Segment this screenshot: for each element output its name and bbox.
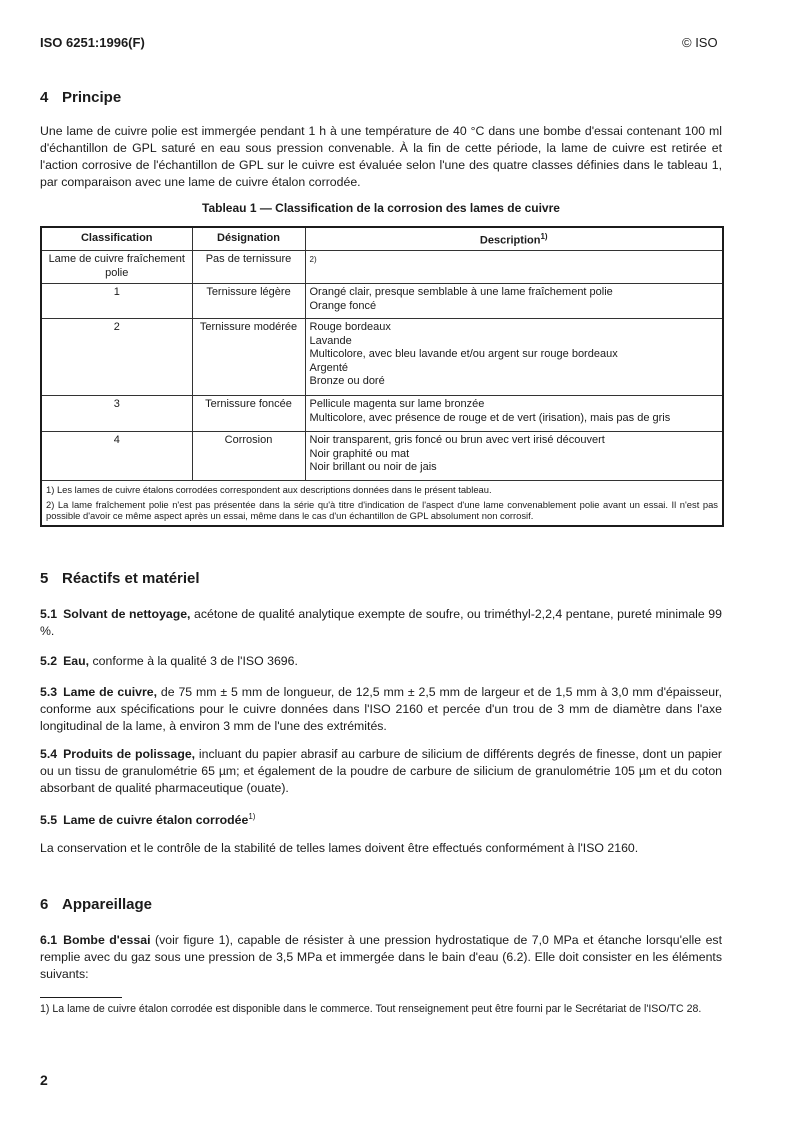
footnote-separator — [40, 997, 122, 998]
clause-text: conforme à la qualité 3 de l'ISO 3696. — [92, 654, 298, 668]
designation-cell: Ternissure légère — [192, 284, 305, 319]
clause-5-2 — [40, 653, 722, 670]
description-line: Rouge bordeaux — [309, 321, 391, 334]
designation-cell: Ternissure modérée — [192, 319, 305, 396]
clause-5-3 — [40, 684, 722, 735]
table-caption: Tableau 1 — Classification de la corrosion des lames de cuivre — [202, 201, 560, 215]
footnote-ref: 1) — [248, 812, 256, 821]
clause-term: Lame de cuivre, — [63, 685, 157, 699]
clause-term: Lame de cuivre étalon corrodée — [63, 813, 249, 828]
clause-5-5-heading — [40, 808, 722, 829]
designation-cell: Ternissure foncée — [192, 396, 305, 432]
table-note-2: 2) La lame fraîchement polie n'est pas présentée dans la série qu'à titre d'indication de l'aspect d'une lame convenablement polie avant un essai. Il n'est pas possible d'avoir ce même aspect après un essai, même dans le cas d'un échantillon de GPL absolument non corrosif. — [46, 498, 718, 522]
column-header-description — [305, 227, 723, 251]
description-line: Noir graphité ou mat — [309, 447, 410, 460]
table-notes — [41, 481, 723, 526]
document-reference: ISO 6251:1996(F) — [40, 35, 145, 50]
table-row — [41, 251, 723, 284]
column-header-classification: Classification — [41, 227, 192, 251]
description-cell — [305, 319, 723, 396]
section-number: 4 — [40, 89, 49, 106]
page-number: 2 — [40, 1072, 48, 1088]
clause-text: de 75 mm ± 5 mm de longueur, de 12,5 mm ± 2,5 mm de largeur et de 1,5 mm à 3,0 mm d'épaisseur, conforme aux spécifications pour le cuivre données dans l'ISO 2160 et percée d'un trou de 3 mm de diamètre dans l'axe longitudinal de la lame, à environ 3 mm de l'une des extrémités. — [40, 685, 722, 733]
clause-term: Bombe d'essai — [63, 933, 151, 947]
clause-number: 5.5 — [40, 813, 58, 828]
description-line: Bronze ou doré — [309, 375, 385, 388]
clause-number: 5.1 — [40, 607, 58, 621]
classification-cell: 3 — [41, 396, 192, 432]
section-5-heading — [40, 570, 200, 587]
header-footnote-ref: 1) — [540, 232, 548, 241]
corrosion-table — [40, 226, 724, 527]
description-header-label: Description — [479, 234, 541, 247]
section-title: Réactifs et matériel — [62, 570, 200, 587]
copyright-mark: © ISO — [682, 35, 718, 50]
designation-cell: Corrosion — [192, 432, 305, 481]
section-6-heading — [40, 896, 152, 913]
clause-number: 5.4 — [40, 747, 58, 761]
description-line: Pellicule magenta sur lame bronzée — [309, 398, 485, 411]
section-title: Principe — [62, 89, 122, 106]
table-row — [41, 432, 723, 481]
table-notes-row — [41, 481, 723, 526]
section-4-paragraph: Une lame de cuivre polie est immergée pendant 1 h à une température de 40 °C dans une bombe d'essai contenant 100 ml d'échantillon de GPL saturé en eau sous pression convenable. À la fin de cette période, la lame de cuivre est retirée et l'action corrosive de l'échantillon de GPL sur le cuivre est évaluée selon l'une des quatre classes définies dans le tableau 1, par comparaison avec une lame de cuivre étalon corrodée. — [40, 124, 722, 189]
section-number: 5 — [40, 570, 49, 587]
clause-5-1 — [40, 606, 722, 640]
clause-5-5-text: La conservation et le contrôle de la stabilité de telles lames doivent être effectués conformément à l'ISO 2160. — [40, 841, 639, 855]
description-line: Multicolore, avec présence de rouge et de vert (irisation), mais pas de gris — [309, 411, 671, 424]
clause-text: acétone de qualité analytique exempte de soufre, ou triméthyl-2,2,4 pentane, pureté minimale 99 %. — [40, 607, 722, 638]
classification-cell: 1 — [41, 284, 192, 319]
table-row — [41, 284, 723, 319]
table-row — [41, 396, 723, 432]
clause-term: Eau, — [63, 654, 90, 668]
description-line: Noir transparent, gris foncé ou brun avec vert irisé découvert — [309, 434, 605, 447]
clause-text: (voir figure 1), capable de résister à une pression hydrostatique de 7,0 MPa et étanche lorsqu'elle est remplie avec du gaz sous une pression de 3,5 MPa et immergée dans le bain d'eau (6.2). Elle doit consister en les éléments suivants: — [40, 933, 722, 981]
clause-number: 5.2 — [40, 654, 58, 668]
description-line: Multicolore, avec bleu lavande et/ou argent sur rouge bordeaux — [309, 348, 618, 361]
classification-cell: 4 — [41, 432, 192, 481]
table-note-1: 1) Les lames de cuivre étalons corrodées correspondent aux descriptions données dans le présent tableau. — [46, 484, 492, 496]
description-line: Orangé clair, presque semblable à une lame fraîchement polie — [309, 286, 613, 299]
section-4-heading — [40, 89, 121, 106]
clause-text: incluant du papier abrasif au carbure de silicium de différents degrés de finesse, dont un papier ou un tissu de granulométrie 65 µm; et également de la poudre de carbure de silicium de granulométrie 105 µm et du coton absorbant de qualité pharmaceutique (ouate). — [40, 747, 722, 795]
description-cell — [305, 284, 723, 319]
clause-6-1 — [40, 932, 722, 983]
footnote: 1) La lame de cuivre étalon corrodée est disponible dans le commerce. Tout renseignement peut être fourni par le Secrétariat de l'ISO/TC 28. — [40, 1003, 702, 1015]
clause-term: Produits de polissage, — [63, 747, 196, 761]
description-line: Argenté — [309, 361, 349, 374]
table-row — [41, 319, 723, 396]
description-line: 2) — [309, 255, 317, 265]
clause-term: Solvant de nettoyage, — [63, 607, 191, 621]
section-title: Appareillage — [62, 896, 153, 913]
description-line: Noir brillant ou noir de jais — [309, 461, 437, 474]
description-cell — [305, 251, 723, 284]
description-line: Orange foncé — [309, 299, 377, 312]
description-line: Lavande — [309, 334, 352, 347]
description-cell — [305, 432, 723, 481]
classification-cell: 2 — [41, 319, 192, 396]
description-cell — [305, 396, 723, 432]
clause-number: 5.3 — [40, 685, 58, 699]
clause-5-4 — [40, 746, 722, 797]
designation-cell: Pas de ternissure — [192, 251, 305, 284]
clause-number: 6.1 — [40, 933, 58, 947]
column-header-designation: Désignation — [192, 227, 305, 251]
table-header-row — [41, 227, 723, 251]
classification-cell: Lame de cuivre fraîchement polie — [41, 251, 192, 284]
section-number: 6 — [40, 896, 49, 913]
